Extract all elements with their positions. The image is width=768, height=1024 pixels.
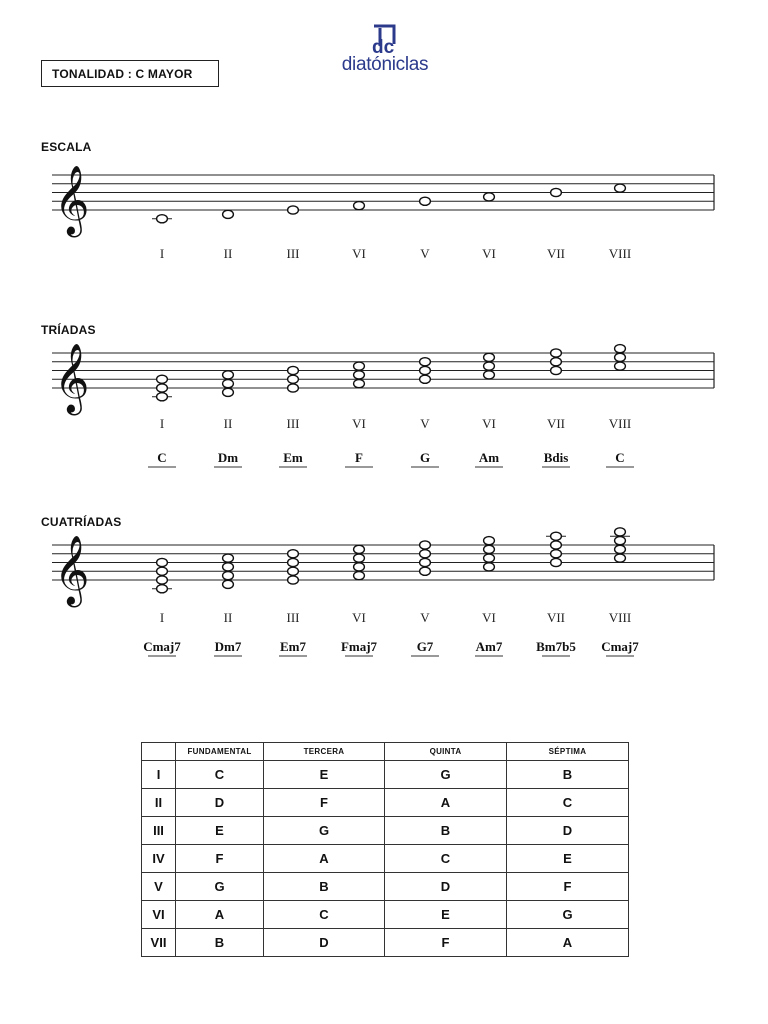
cell: E bbox=[385, 901, 507, 929]
whole-note bbox=[484, 353, 495, 361]
whole-note bbox=[354, 563, 365, 571]
degree-label: II bbox=[223, 246, 233, 261]
whole-note bbox=[615, 345, 626, 353]
whole-note bbox=[420, 550, 431, 558]
cell: F bbox=[385, 929, 507, 957]
chord-name: C bbox=[615, 450, 625, 465]
whole-note bbox=[551, 188, 562, 196]
chord-name: G7 bbox=[416, 639, 434, 654]
cell: G bbox=[176, 873, 264, 901]
degree-label: I bbox=[159, 246, 165, 261]
degree-label: VII bbox=[546, 416, 566, 431]
cell: D bbox=[176, 789, 264, 817]
chord-name: Dm7 bbox=[214, 639, 242, 654]
whole-note bbox=[354, 572, 365, 580]
whole-note bbox=[354, 554, 365, 562]
whole-note bbox=[420, 366, 431, 374]
whole-note bbox=[288, 206, 299, 214]
row-degree: I bbox=[142, 761, 176, 789]
chord-name: Bm7b5 bbox=[536, 639, 576, 654]
cell: G bbox=[264, 817, 385, 845]
whole-note bbox=[288, 375, 299, 383]
table-row bbox=[142, 873, 629, 901]
whole-note bbox=[551, 532, 562, 540]
whole-note bbox=[223, 563, 234, 571]
whole-note bbox=[420, 541, 431, 549]
chord-name: G bbox=[419, 450, 431, 465]
row-degree: IV bbox=[142, 845, 176, 873]
whole-note bbox=[157, 384, 168, 392]
triads-title: TRÍADAS bbox=[41, 323, 96, 337]
whole-note bbox=[288, 384, 299, 392]
cell: A bbox=[385, 789, 507, 817]
whole-note bbox=[551, 366, 562, 374]
whole-note bbox=[223, 388, 234, 396]
whole-note bbox=[551, 550, 562, 558]
logo-monogram: dc bbox=[372, 37, 395, 56]
whole-note bbox=[354, 202, 365, 210]
whole-note bbox=[420, 197, 431, 205]
whole-note bbox=[484, 371, 495, 379]
degree-label: II bbox=[223, 416, 233, 431]
whole-note bbox=[288, 550, 299, 558]
cell: D bbox=[264, 929, 385, 957]
cell: F bbox=[264, 789, 385, 817]
whole-note bbox=[223, 380, 234, 388]
whole-note bbox=[484, 537, 495, 545]
cell: A bbox=[264, 845, 385, 873]
chord-name: Cmaj7 bbox=[601, 639, 639, 654]
degree-label: VI bbox=[352, 610, 366, 625]
whole-note bbox=[157, 585, 168, 593]
header-tercera: TERCERA bbox=[264, 743, 385, 761]
whole-note bbox=[615, 353, 626, 361]
whole-note bbox=[354, 362, 365, 370]
header-cell-empty bbox=[142, 743, 176, 761]
whole-note bbox=[157, 215, 168, 223]
whole-note bbox=[157, 393, 168, 401]
cell: D bbox=[507, 817, 629, 845]
treble-clef-icon: 𝄞 bbox=[54, 535, 90, 605]
cell: C bbox=[385, 845, 507, 873]
whole-note bbox=[484, 545, 495, 553]
whole-note bbox=[615, 537, 626, 545]
whole-note bbox=[484, 362, 495, 370]
degree-label: I bbox=[159, 416, 165, 431]
whole-note bbox=[420, 567, 431, 575]
whole-note bbox=[484, 193, 495, 201]
whole-note bbox=[354, 371, 365, 379]
degree-label: VII bbox=[546, 246, 566, 261]
cell: D bbox=[385, 873, 507, 901]
row-degree: II bbox=[142, 789, 176, 817]
table-row bbox=[142, 845, 629, 873]
row-degree: V bbox=[142, 873, 176, 901]
whole-note bbox=[420, 558, 431, 566]
cell: A bbox=[507, 929, 629, 957]
whole-note bbox=[223, 371, 234, 379]
whole-note bbox=[551, 558, 562, 566]
chord-degree-table bbox=[141, 742, 629, 957]
degree-label: V bbox=[420, 246, 430, 261]
whole-note bbox=[288, 558, 299, 566]
whole-note bbox=[615, 528, 626, 536]
cell: C bbox=[264, 901, 385, 929]
whole-note bbox=[157, 558, 168, 566]
chord-name: Am7 bbox=[475, 639, 503, 654]
whole-note bbox=[223, 210, 234, 218]
degree-label: VII bbox=[546, 610, 566, 625]
degree-label: III bbox=[286, 610, 300, 625]
degree-label: VI bbox=[482, 610, 496, 625]
degree-label: III bbox=[286, 416, 300, 431]
whole-note bbox=[615, 554, 626, 562]
treble-clef-icon: 𝄞 bbox=[54, 343, 90, 413]
whole-note bbox=[484, 563, 495, 571]
whole-note bbox=[551, 349, 562, 357]
degree-label: VI bbox=[482, 246, 496, 261]
logo-name: diatóniclas bbox=[341, 54, 429, 75]
chord-name: Fmaj7 bbox=[340, 639, 378, 654]
whole-note bbox=[484, 554, 495, 562]
degree-label: V bbox=[420, 416, 430, 431]
degree-label: V bbox=[420, 610, 430, 625]
whole-note bbox=[420, 358, 431, 366]
header-septima: SÉPTIMA bbox=[507, 743, 629, 761]
header-quinta: QUINTA bbox=[385, 743, 507, 761]
whole-note bbox=[157, 375, 168, 383]
cell: B bbox=[385, 817, 507, 845]
header-fundamental: FUNDAMENTAL bbox=[176, 743, 264, 761]
whole-note bbox=[288, 576, 299, 584]
chord-name: C bbox=[157, 450, 167, 465]
degree-label: III bbox=[286, 246, 300, 261]
whole-note bbox=[223, 580, 234, 588]
chord-name: F bbox=[355, 450, 363, 465]
cell: G bbox=[507, 901, 629, 929]
sevenths-title: CUATRÍADAS bbox=[41, 515, 122, 529]
cell: B bbox=[507, 761, 629, 789]
cell: B bbox=[176, 929, 264, 957]
table-row bbox=[142, 929, 629, 957]
whole-note bbox=[551, 358, 562, 366]
cell: F bbox=[176, 845, 264, 873]
table-row bbox=[142, 817, 629, 845]
degree-label: VI bbox=[352, 416, 366, 431]
whole-note bbox=[157, 576, 168, 584]
whole-note bbox=[420, 375, 431, 383]
degree-label: VIII bbox=[608, 246, 632, 261]
row-degree: VI bbox=[142, 901, 176, 929]
cell: A bbox=[176, 901, 264, 929]
chord-name: Em bbox=[283, 450, 303, 465]
chord-name: Dm bbox=[217, 450, 239, 465]
whole-note bbox=[615, 184, 626, 192]
cell: F bbox=[507, 873, 629, 901]
whole-note bbox=[288, 366, 299, 374]
whole-note bbox=[354, 545, 365, 553]
table-row bbox=[142, 789, 629, 817]
cell: E bbox=[507, 845, 629, 873]
treble-clef-icon: 𝄞 bbox=[54, 165, 90, 235]
degree-label: VIII bbox=[608, 610, 632, 625]
chord-name: Cmaj7 bbox=[143, 639, 181, 654]
whole-note bbox=[157, 567, 168, 575]
whole-note bbox=[354, 380, 365, 388]
whole-note bbox=[223, 572, 234, 580]
whole-note bbox=[615, 545, 626, 553]
row-degree: III bbox=[142, 817, 176, 845]
cell: E bbox=[176, 817, 264, 845]
degree-label: I bbox=[159, 610, 165, 625]
whole-note bbox=[615, 362, 626, 370]
cell: E bbox=[264, 761, 385, 789]
row-degree: VII bbox=[142, 929, 176, 957]
degree-label: VIII bbox=[608, 416, 632, 431]
table-row bbox=[142, 901, 629, 929]
whole-note bbox=[551, 541, 562, 549]
whole-note bbox=[288, 567, 299, 575]
table-header-row bbox=[142, 743, 629, 761]
degree-label: II bbox=[223, 610, 233, 625]
cell: G bbox=[385, 761, 507, 789]
chord-name: Em7 bbox=[280, 639, 306, 654]
degree-label: VI bbox=[352, 246, 366, 261]
cell: B bbox=[264, 873, 385, 901]
scale-title: ESCALA bbox=[41, 140, 92, 154]
chord-name: Bdis bbox=[543, 450, 569, 465]
key-label: TONALIDAD : C MAYOR bbox=[41, 60, 219, 87]
table-row bbox=[142, 761, 629, 789]
chord-name: Am bbox=[478, 450, 500, 465]
degree-label: VI bbox=[482, 416, 496, 431]
cell: C bbox=[507, 789, 629, 817]
whole-note bbox=[223, 554, 234, 562]
cell: C bbox=[176, 761, 264, 789]
